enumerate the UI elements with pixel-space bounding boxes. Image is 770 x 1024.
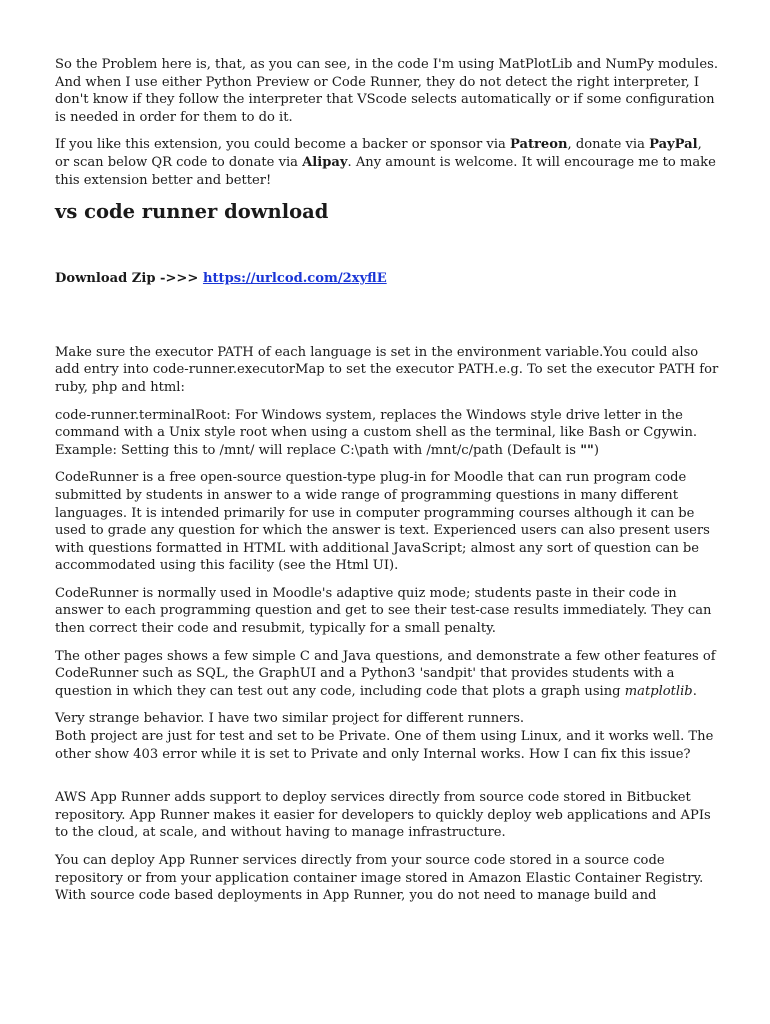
terminal-root-text: code-runner.terminalRoot: For Windows system, replaces the Windows style drive letter in the command with a Unix style root when using a custom shell as the terminal, like Bash or Cgywin. Example: Setting this to /mnt/ will replace C:\path with /mnt/c/path (Default is xyxy=(55,407,698,458)
download-link[interactable]: https://urlcod.com/2xyflE xyxy=(202,271,387,287)
download-label: Download Zip ->>> xyxy=(55,271,203,287)
paypal-label: PayPal xyxy=(649,137,698,153)
paragraph-other-pages xyxy=(55,648,720,701)
alipay-label: Alipay xyxy=(302,154,348,170)
sponsor-text-d: . Any amount is welcome. It will encourage me to make this extension better and better! xyxy=(55,154,716,188)
download-line xyxy=(55,270,720,288)
patreon-label: Patreon xyxy=(510,137,568,153)
strange-behavior-line2: Both project are just for test and set to be Private. One of them using Linux, and it works well. The other show 403 error while it is set to Private and only Internal works. How I can fix this issue? xyxy=(55,729,714,762)
paragraph-strange-behavior xyxy=(55,710,720,763)
sponsor-text-c: , or scan below QR code to donate via xyxy=(55,137,702,170)
paragraph-sponsor xyxy=(55,136,720,189)
terminal-root-close: ) xyxy=(593,442,599,458)
spacer xyxy=(55,773,720,789)
paragraph-executor-path: Make sure the executor PATH of each language is set in the environment variable.You could also add entry into code-runner.executorMap to set the executor PATH.e.g. To set the executor PATH for ruby, php and html: xyxy=(55,344,719,395)
paragraph-aws-app-runner: AWS App Runner adds support to deploy services directly from source code stored in Bitbucket repository. App Runner makes it easier for developers to quickly deploy web applications and APIs to the cloud, at scale, and without having to manage infrastructure. xyxy=(55,790,711,841)
strange-behavior-line1: Very strange behavior. I have two similar project for different runners. xyxy=(55,711,525,727)
other-pages-end: . xyxy=(692,683,697,699)
paragraph-coderunner-quiz: CodeRunner is normally used in Moodle's adaptive quiz mode; students paste in their code in answer to each programming question and get to see their test-case results immediately. They can then correct their code and resubmit, typically for a small penalty. xyxy=(55,585,712,637)
sponsor-text-a: If you like this extension, you could become a backer or sponsor via xyxy=(55,137,510,153)
sponsor-text-b: , donate via xyxy=(567,137,650,153)
paragraph-deploy-services: You can deploy App Runner services directly from your source code stored in a source code repository or from your application container image stored in Amazon Elastic Container Registry. With source code based deployments in App Runner, you do not need to manage build and xyxy=(55,853,704,904)
spacer xyxy=(55,288,720,344)
other-pages-text: The other pages shows a few simple C and Java questions, and demonstrate a few other features of CodeRunner such as SQL, the GraphUI and a Python3 'sandpit' that provides students with a question in which they can test out any code, including code that plots a graph using xyxy=(55,648,716,699)
paragraph-problem: So the Problem here is, that, as you can see, in the code I'm using MatPlotLib and NumPy modules. And when I use either Python Preview or Code Runner, they do not detect the right interpreter, I don't know if they follow the interpreter that VScode selects automatically or if some configuration is needed in order for them to do it. xyxy=(55,57,718,125)
matplotlib-term: matplotlib xyxy=(624,683,693,699)
document-page xyxy=(55,56,720,915)
paragraph-coderunner-intro: CodeRunner is a free open-source question-type plug-in for Moodle that can run program code submitted by students in answer to a wide range of programming questions in many different languages. It is intended primarily for use in computer programming courses although it can be used to grade any question for which the answer is text. Experienced users can also present users with questions formatted in HTML with additional JavaScript; almost any sort of question can be accommodated using this facility (see the Html UI). xyxy=(55,470,710,574)
paragraph-terminal-root xyxy=(55,407,720,460)
section-heading: vs code runner download xyxy=(55,200,329,224)
default-value: "" xyxy=(580,442,594,458)
